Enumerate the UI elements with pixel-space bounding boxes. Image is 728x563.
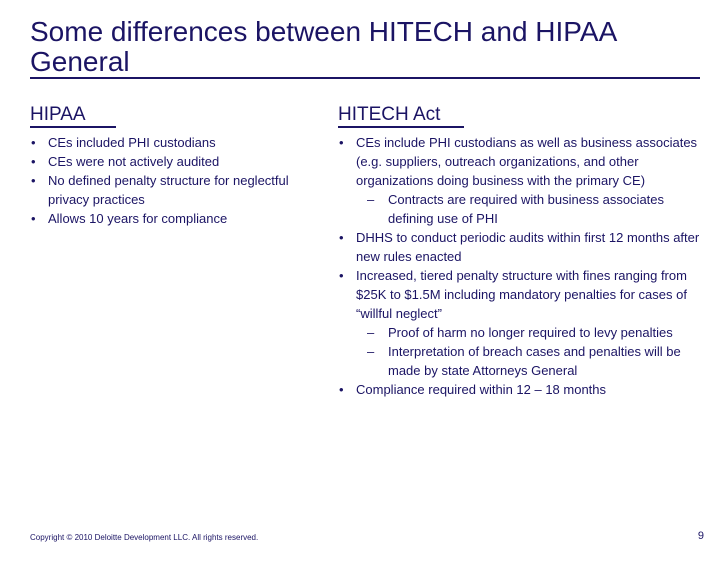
- copyright-footer: Copyright © 2010 Deloitte Development LLC. All rights reserved.: [30, 533, 259, 542]
- page-number: 9: [697, 530, 704, 542]
- hitech-bullet: [338, 380, 708, 399]
- slide-title: Some differences between HITECH and HIPAA General: [30, 16, 616, 77]
- title-underline: [30, 77, 700, 79]
- hipaa-bullet: • Allows 10 years for compliance: [30, 209, 330, 228]
- hipaa-bullet: • CEs included PHI custodians: [30, 133, 330, 152]
- hitech-bullet: [338, 133, 708, 228]
- hitech-sub-list: [356, 323, 708, 380]
- hipaa-bullet: • CEs were not actively audited: [30, 152, 330, 171]
- hipaa-column: [30, 104, 330, 228]
- hitech-sub-bullet: – Proof of harm no longer required to levy penalties: [356, 323, 708, 342]
- hitech-bullet-text: Increased, tiered penalty structure with fines ranging from $25K to $1.5M including mandatory penalties for cases of “willful neglect”: [356, 268, 687, 321]
- hitech-sub-list: [356, 190, 708, 228]
- hitech-bullet-text: Compliance required within 12 – 18 months: [356, 382, 607, 397]
- hipaa-bullet-list: [30, 133, 330, 228]
- hitech-bullet-text: CEs include PHI custodians as well as business associates (e.g. suppliers, outreach organizations, and other organizations doing business with the primary CE): [356, 135, 698, 188]
- hitech-sub-bullet: – Contracts are required with business associates defining use of PHI: [356, 190, 708, 228]
- hipaa-bullet: • No defined penalty structure for neglectful privacy practices: [30, 171, 330, 209]
- hitech-column: [338, 104, 708, 399]
- hitech-heading: HITECH Act: [338, 104, 464, 128]
- hitech-bullet: [338, 228, 708, 266]
- hitech-bullet-list: [338, 133, 708, 399]
- hitech-bullet: [338, 266, 708, 380]
- hitech-bullet-text: DHHS to conduct periodic audits within first 12 months after new rules enacted: [356, 230, 700, 264]
- hitech-sub-bullet: – Interpretation of breach cases and penalties will be made by state Attorneys General: [356, 342, 708, 380]
- hipaa-heading: HIPAA: [30, 104, 116, 128]
